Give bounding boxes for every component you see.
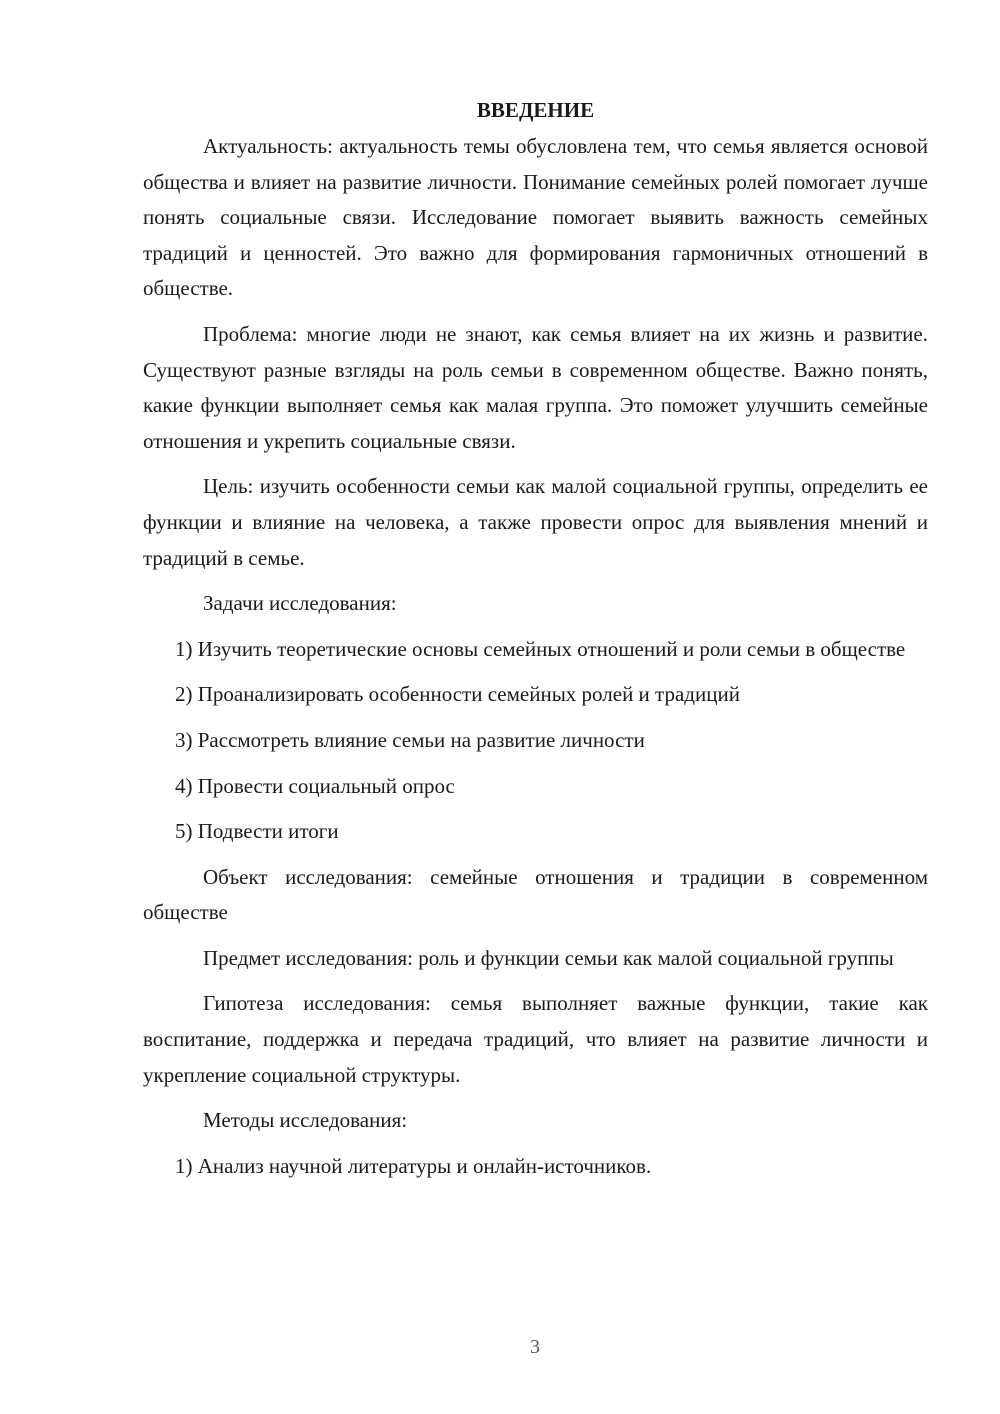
methods-label: Методы исследования: — [203, 1108, 408, 1133]
object-paragraph: Объект исследования: семейные отношения и традиции в современном обществе — [143, 864, 928, 925]
task-item-1: 1) Изучить теоретические основы семейных отношений и роли семьи в обществе — [175, 636, 906, 661]
page-number: 3 — [530, 1336, 540, 1358]
page-title: ВВЕДЕНИЕ — [476, 98, 595, 122]
method-item-1: 1) Анализ научной литературы и онлайн-источников. — [175, 1153, 652, 1178]
task-item-3: 3) Рассмотреть влияние семьи на развитие личности — [175, 727, 645, 752]
goal-paragraph: Цель: изучить особенности семьи как малой социальной группы, определить ее функции и влияние на человека, а также провести опрос для выявления мнений и традиций в семье. — [143, 474, 928, 570]
subject-paragraph: Предмет исследования: роль и функции семьи как малой социальной группы — [203, 945, 894, 970]
task-item-5: 5) Подвести итоги — [175, 819, 339, 844]
relevance-paragraph: Актуальность: актуальность темы обусловлена тем, что семья является основой общества и влияет на развитие личности. Понимание семейных ролей помогает лучше понять социальные связи. Исследование помогает выявить важность семейных традиций и ценностей. Это важно для формирования гармоничных отношений в обществе. — [143, 134, 928, 301]
problem-paragraph: Проблема: многие люди не знают, как семья влияет на их жизнь и развитие. Существуют разные взгляды на роль семьи в современном обществе. Важно понять, какие функции выполняет семья как малая группа. Это поможет улучшить семейные отношения и укрепить социальные связи. — [143, 321, 928, 453]
task-item-4: 4) Провести социальный опрос — [175, 773, 455, 798]
hypothesis-paragraph: Гипотеза исследования: семья выполняет важные функции, такие как воспитание, поддержка и передача традиций, что влияет на развитие личности и укрепление социальной структуры. — [143, 991, 928, 1087]
tasks-label: Задачи исследования: — [203, 591, 397, 616]
document-page — [143, 92, 928, 1194]
task-item-2: 2) Проанализировать особенности семейных ролей и традиций — [175, 682, 740, 707]
